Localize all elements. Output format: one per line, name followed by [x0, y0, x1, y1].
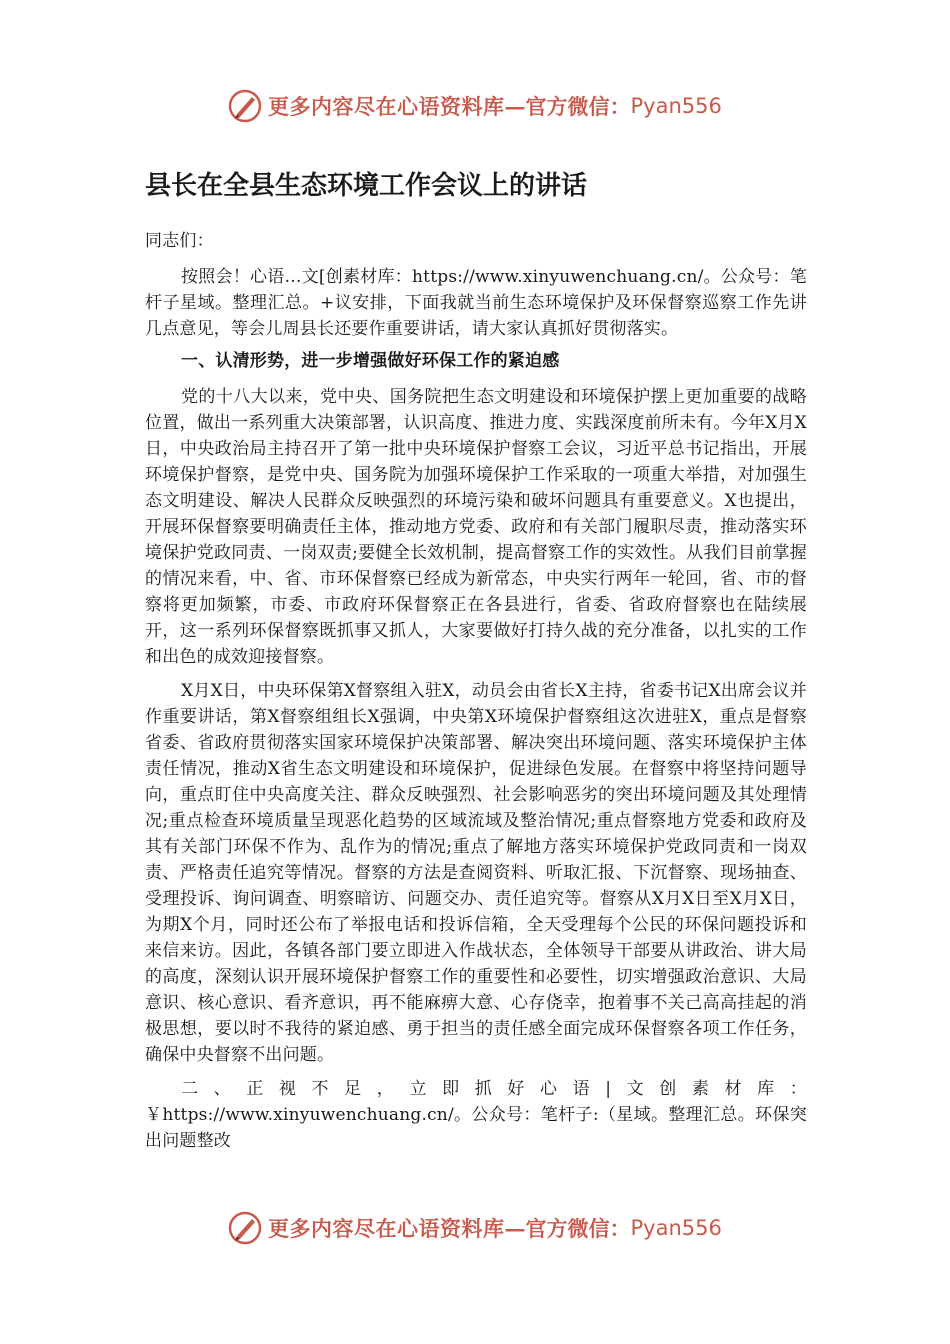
document-title: 县长在全县生态环境工作会议上的讲话: [145, 171, 588, 201]
section-heading-2-paragraph: 二、正视不足，立即抓好心语|文创素材库：￥https://www.xinyuwenchuang.cn/。公众号：笔杆子:（星域。整理汇总。环保突出问题整改: [145, 1078, 807, 1151]
banner-official-text: —官方微信：: [504, 94, 631, 119]
pen-logo-icon: [228, 89, 262, 123]
paragraph-situation: 党的十八大以来，党中央、国务院把生态文明建设和环境保护摆上更加重要的战略位置，做出一系列重大决策部署，认识高度、推进力度、实践深度前所未有。今年X月X日，中央政治局主持召开了第一批中央环境保护督察工会议，习近平总书记指出，开展环境保护督察，是党中央、国务院为加强环境保护工作采取的一项重大举措，对加强生态文明建设、解决人民群众反映强烈的环境污染和破坏问题具有重要意义。X也提出，开展环保督察要明确责任主体，推动地方党委、政府和有关部门履职尽责，推动落实环境保护党政同责、一岗双责;要健全长效机制，提高督察工作的实效性。从我们目前掌握的情况来看，中、省、市环保督察已经成为新常态，中央实行两年一轮回，省、市的督察将更加频繁，市委、市政府环保督察正在各县进行，省委、省政府督察也在陆续展开，这一系列环保督察既抓事又抓人，大家要做好打持久战的充分准备，以扎实的工作和出色的成效迎接督察。: [145, 386, 807, 667]
salutation: 同志们：: [145, 230, 214, 251]
banner-brand-text: 更多内容尽在心语资料库: [268, 1216, 505, 1241]
document-body: [145, 170, 807, 1154]
paragraph-inspection: X月X日，中央环保第X督察组入驻X，动员会由省长X主持，省委书记X出席会议并作重要讲话，第X督察组组长X强调，中央第X环境保护督察组这次进驻X，重点是督察省委、省政府贯彻落实国家环境保护决策部署、解决突出环境问题、落实环境保护主体责任情况，推动X省生态文明建设和环境保护，促进绿色发展。在督察中将坚持问题导向，重点盯住中央高度关注、群众反映强烈、社会影响恶劣的突出环境问题及其处理情况;重点检查环境质量呈现恶化趋势的区域流域及整治情况;重点督察地方党委和政府及其有关部门环保不作为、乱作为的情况;重点了解地方落实环境保护党政同责和一岗双责、严格责任追究等情况。督察的方法是查阅资料、听取汇报、下沉督察、现场抽查、受理投诉、询问调查、明察暗访、问题交办、责任追究等。督察从X月X日至X月X日，为期X个月，同时还公布了举报电话和投诉信箱，全天受理每个公民的环保问题投诉和来信来访。因此，各镇各部门要立即进入作战状态，全体领导干部要从讲政治、讲大局的高度，深刻认识开展环境保护督察工作的重要性和必要性，切实增强政治意识、大局意识、核心意识、看齐意识，再不能麻痹大意、心存侥幸，抱着事不关己高高挂起的消极思想，要以时不我待的紧迫感、勇于担当的责任感全面完成环保督察各项工作任务，确保中央督察不出问题。: [145, 680, 807, 1065]
footer-watermark-banner: [228, 1206, 748, 1250]
section-heading-1: 一、认清形势，进一步增强做好环保工作的紧迫感: [181, 350, 560, 371]
banner-official-text: —官方微信：: [504, 1216, 631, 1241]
banner-brand-text: 更多内容尽在心语资料库: [268, 94, 505, 119]
banner-wechat-id: Pyan556: [630, 1216, 722, 1240]
header-watermark-banner: [228, 84, 748, 128]
paragraph-intro: 按照会！心语…文[创素材库：https://www.xinyuwenchuang.cn/。公众号：笔杆子星域。整理汇总。+议安排，下面我就当前生态环境保护及环保督察巡察工作先讲几点意见，等会儿周县长还要作重要讲话，请大家认真抓好贯彻落实。: [145, 266, 807, 339]
banner-wechat-id: Pyan556: [630, 94, 722, 118]
pen-logo-icon: [228, 1211, 262, 1245]
